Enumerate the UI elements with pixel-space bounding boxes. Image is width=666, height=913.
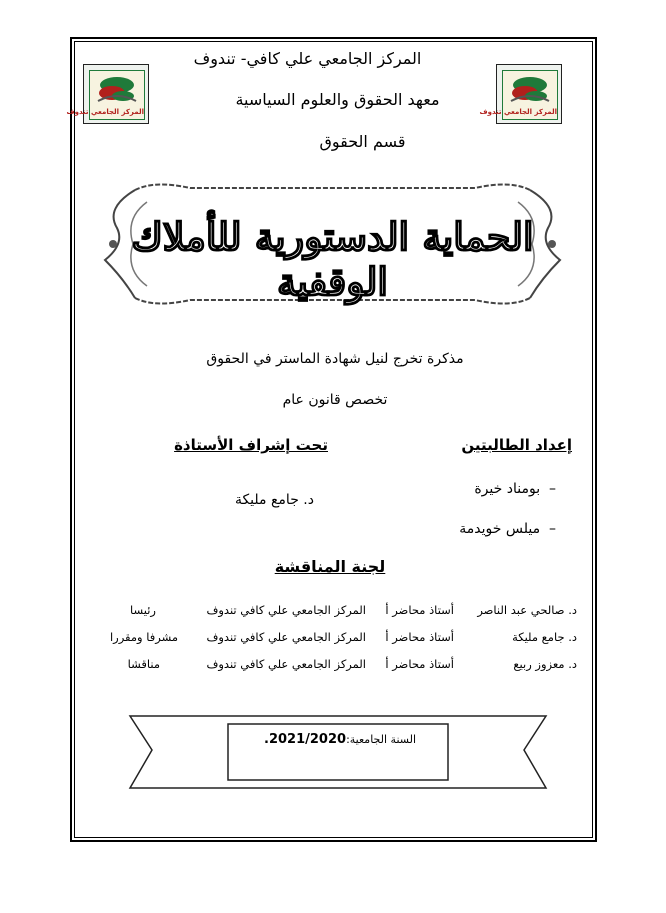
committee-member-name: د. صالحي عبد الناصر xyxy=(477,603,577,617)
title-frame xyxy=(95,178,570,310)
student-name-1 xyxy=(474,481,556,497)
committee-member-rank: أستاذ محاضر أ xyxy=(385,603,454,617)
thesis-title: الحماية الدستورية للأملاك الوقفية xyxy=(131,214,534,304)
ribbon-banner-icon xyxy=(128,708,548,796)
committee-member-role: مناقشا xyxy=(127,657,160,671)
specialty: تخصص قانون عام xyxy=(282,392,388,408)
academic-year xyxy=(230,732,450,747)
department-name: قسم الحقوق xyxy=(319,132,406,151)
institute-name: معهد الحقوق والعلوم السياسية xyxy=(235,90,440,109)
committee-member-rank: أستاذ محاضر أ xyxy=(385,630,454,644)
logo-caption: المركز الجامعي تندوف xyxy=(479,108,557,116)
thesis-type: مذكرة تخرج لنيل شهادة الماستر في الحقوق xyxy=(206,351,464,367)
university-logo-left xyxy=(66,64,149,124)
student-name-text: بومناد خيرة xyxy=(474,481,541,497)
committee-member-rank: أستاذ محاضر أ xyxy=(385,657,454,671)
supervisor-name: د. جامع مليكة xyxy=(234,492,314,508)
committee-member-role: رئيسا xyxy=(130,603,156,617)
committee-member-institution: المركز الجامعي علي كافي تندوف xyxy=(206,657,366,671)
supervisor-heading: تحت إشراف الأستاذة xyxy=(174,436,328,454)
university-logo-right xyxy=(479,64,562,124)
university-name: المركز الجامعي علي كافي- تندوف xyxy=(193,49,422,68)
committee-member-role: مشرفا ومقررا xyxy=(109,630,178,644)
academic-year-label: السنة الجامعية: xyxy=(346,733,416,746)
committee-member-name: د. معزوز ربيع xyxy=(513,657,577,671)
dash-bullet: – xyxy=(540,521,556,537)
students-heading: إعداد الطالبتين xyxy=(461,436,572,454)
academic-year-value: 2021/2020. xyxy=(264,732,347,747)
student-name-2 xyxy=(459,521,556,537)
committee-member-institution: المركز الجامعي علي كافي تندوف xyxy=(206,630,366,644)
dash-bullet: – xyxy=(540,481,556,497)
logo-caption: المركز الجامعي تندوف xyxy=(66,108,144,116)
student-name-text: ميلس خويدمة xyxy=(459,521,541,537)
committee-member-institution: المركز الجامعي علي كافي تندوف xyxy=(206,603,366,617)
committee-member-name: د. جامع مليكة xyxy=(512,630,577,644)
committee-heading: لجنة المناقشة xyxy=(274,557,386,576)
